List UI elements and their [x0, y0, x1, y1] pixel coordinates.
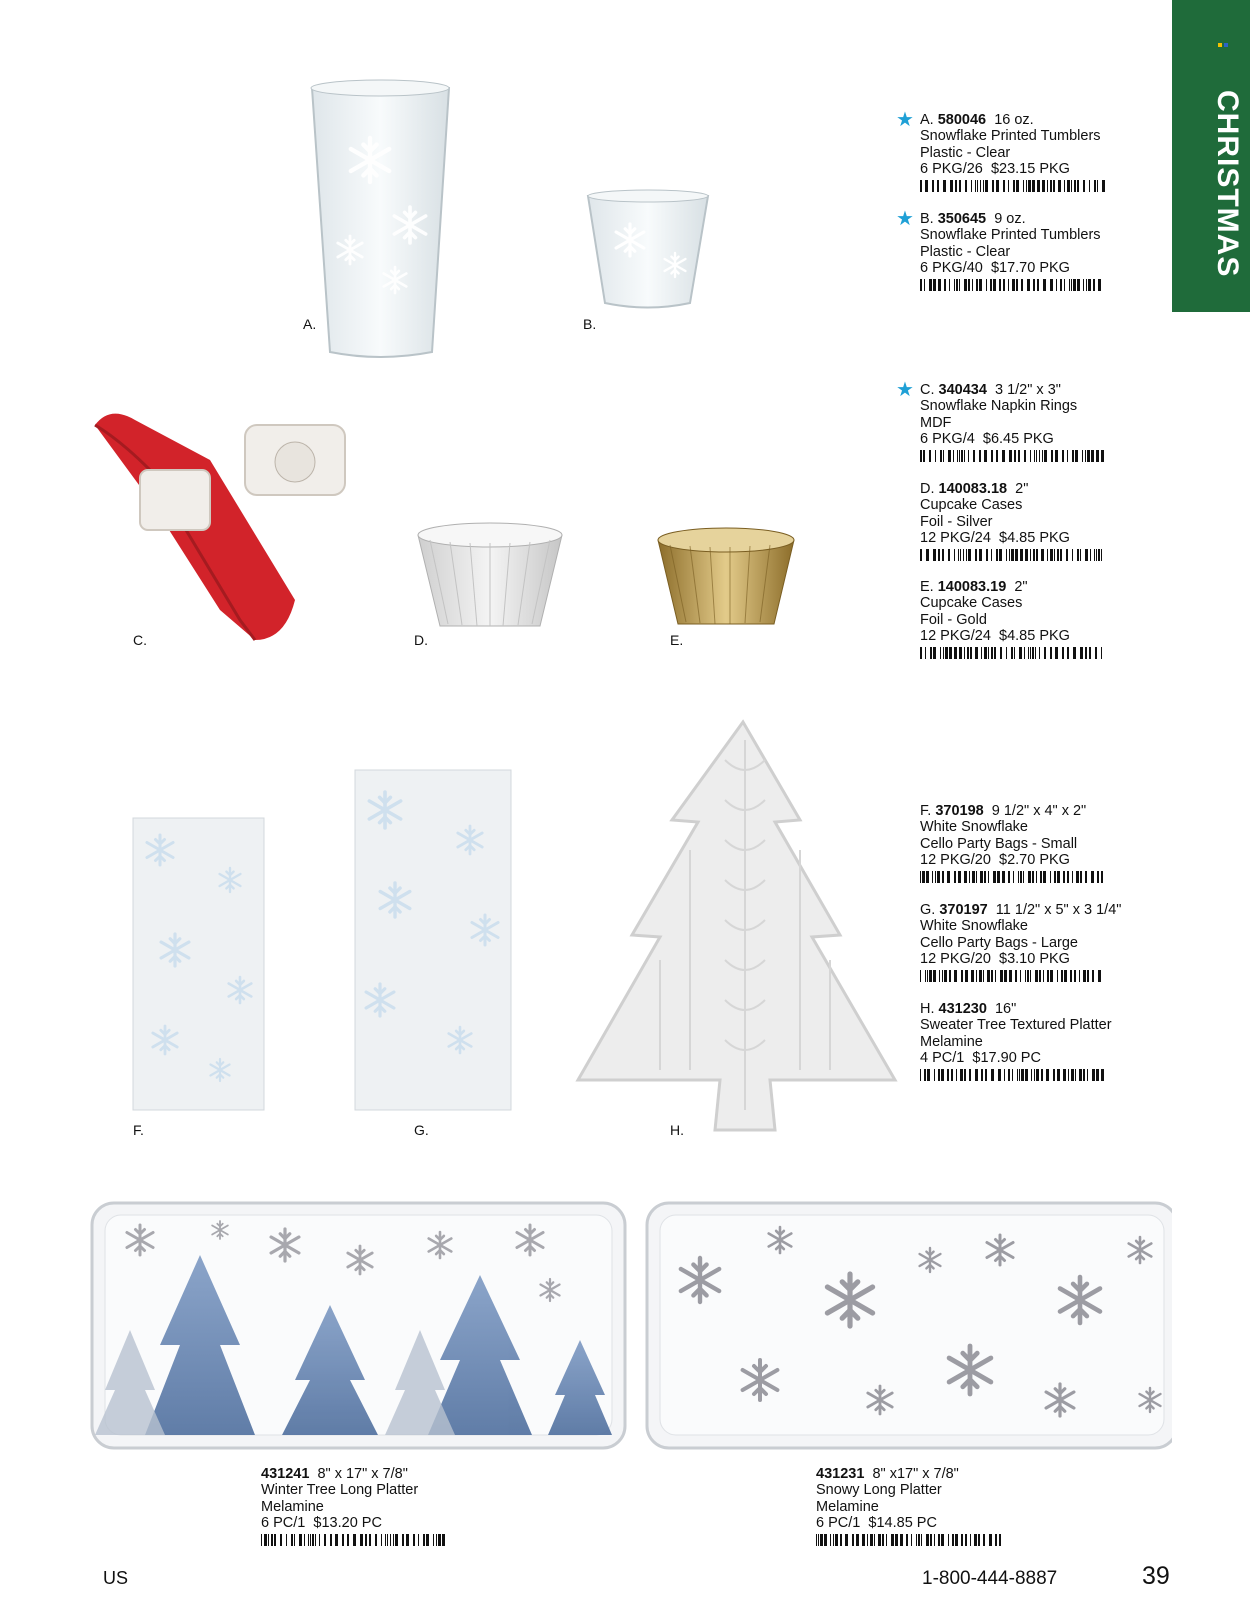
barcode: [920, 279, 1106, 291]
winter-tree-platter-image: [92, 1203, 625, 1448]
section-tab-label: CHRISTMAS: [1211, 90, 1244, 278]
tumbler-9oz-image: [588, 190, 708, 308]
barcode: [920, 549, 1106, 561]
product-info-h: H. 431230 16" Sweater Tree Textured Platter Melamine 4 PC/1 $17.90 PC: [920, 1001, 1112, 1081]
section-tab: [1172, 0, 1250, 312]
barcode: [261, 1534, 447, 1546]
cello-bag-large-image: [355, 770, 511, 1110]
label-b: B.: [583, 316, 597, 332]
product-info-a: A. 580046 16 oz. Snowflake Printed Tumblers Plastic - Clear 6 PKG/26 $23.15 PKG: [920, 112, 1106, 192]
label-f: F.: [133, 1122, 144, 1138]
footer-region: US: [103, 1568, 129, 1588]
product-info-b: B. 350645 9 oz. Snowflake Printed Tumblers Plastic - Clear 6 PKG/40 $17.70 PKG: [920, 211, 1106, 291]
label-g: G.: [414, 1122, 429, 1138]
label-a: A.: [303, 316, 317, 332]
page-number: 39: [1142, 1562, 1170, 1590]
barcode: [920, 647, 1106, 659]
new-star-icon: ★: [896, 208, 914, 230]
barcode: [920, 180, 1106, 192]
barcode: [920, 1069, 1106, 1081]
product-info-d: D. 140083.18 2" Cupcake Cases Foil - Silver 12 PKG/24 $4.85 PKG: [920, 481, 1106, 561]
napkin-rings-image: [95, 414, 345, 640]
label-c: C.: [133, 632, 147, 648]
cello-bag-small-image: [133, 818, 264, 1110]
tab-color-dots: [1218, 34, 1230, 52]
footer-phone: 1-800-444-8887: [922, 1568, 1058, 1589]
barcode: [920, 970, 1106, 982]
cupcake-cases-silver-image: [418, 523, 562, 626]
new-star-icon: ★: [896, 379, 914, 401]
new-star-icon: ★: [896, 109, 914, 131]
barcode: [816, 1534, 1002, 1546]
product-info-g: G. 370197 11 1/2" x 5" x 3 1/4" White Snowflake Cello Party Bags - Large 12 PKG/20 $3.10 PKG: [920, 902, 1121, 982]
product-info-f: F. 370198 9 1/2" x 4" x 2" White Snowflake Cello Party Bags - Small 12 PKG/20 $2.70 PKG: [920, 803, 1106, 883]
cupcake-cases-gold-image: [658, 528, 794, 624]
snowy-platter-image: [647, 1203, 1172, 1448]
label-d: D.: [414, 632, 428, 648]
product-info-e: E. 140083.19 2" Cupcake Cases Foil - Gold 12 PKG/24 $4.85 PKG: [920, 579, 1106, 659]
tumbler-16oz-image: [311, 80, 449, 357]
product-info-winter-tree-platter: 431241 8" x 17" x 7/8" Winter Tree Long Platter Melamine 6 PC/1 $13.20 PC: [261, 1466, 447, 1546]
product-info-snowy-platter: 431231 8" x17" x 7/8" Snowy Long Platter Melamine 6 PC/1 $14.85 PC: [816, 1466, 1002, 1546]
product-info-c: C. 340434 3 1/2" x 3" Snowflake Napkin Rings MDF 6 PKG/4 $6.45 PKG: [920, 382, 1106, 462]
barcode: [920, 450, 1106, 462]
barcode: [920, 871, 1106, 883]
label-e: E.: [670, 632, 684, 648]
label-h: H.: [670, 1122, 684, 1138]
sweater-tree-platter-image: [578, 722, 895, 1130]
